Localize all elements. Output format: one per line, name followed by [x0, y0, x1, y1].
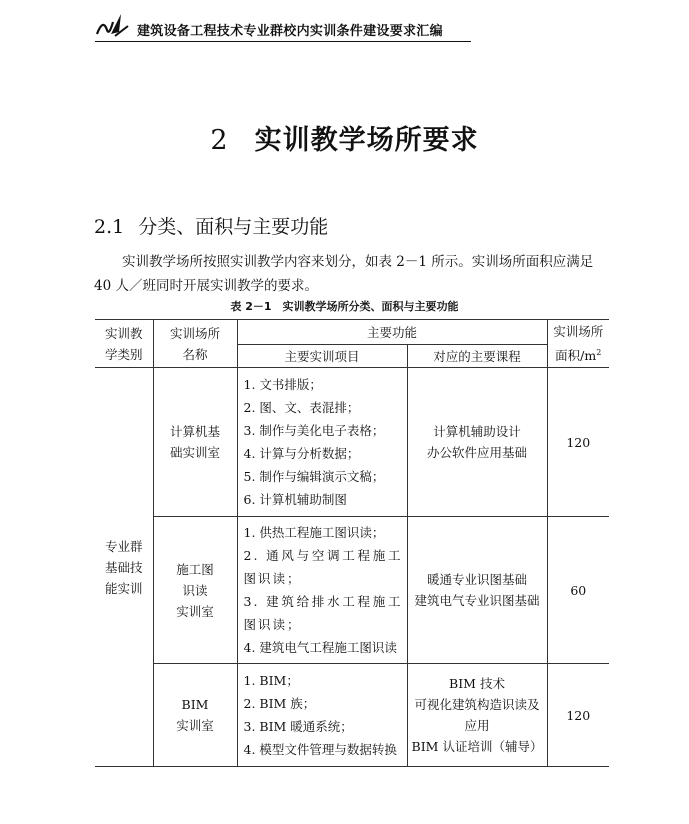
header-category: 实训教 学类别 [95, 320, 153, 368]
body-paragraph: 实训教学场所按照实训教学内容来划分，如表 2－1 所示。实训场所面积应满足 40 人／班同时开展实训教学的要求。 [94, 254, 594, 294]
venue-cell: 施工图 识读 实训室 [153, 517, 237, 664]
table-caption: 表 2－1 实训教学场所分类、面积与主要功能 [230, 300, 459, 313]
courses-cell: 暖通专业识图基础 建筑电气专业识图基础 [407, 517, 547, 664]
header-items: 主要实训项目 [237, 345, 407, 368]
venue-cell: BIM 实训室 [153, 664, 237, 767]
header-title: 建筑设备工程技术专业群校内实训条件建设要求汇编 [137, 24, 443, 39]
section-number: 2.1 [94, 216, 125, 238]
header-courses: 对应的主要课程 [407, 345, 547, 368]
section-title-text: 分类、面积与主要功能 [138, 216, 329, 238]
area-cell: 60 [547, 517, 609, 664]
items-cell: 1. 供热工程施工图识读； 2. 通风与空调工程施工图识读； 3. 建筑给排水工程施工图识读； 4. 建筑电气工程施工图识读 [237, 517, 407, 664]
header-area: 实训场所 面积$/m^2$ [547, 320, 609, 368]
function-table [95, 319, 609, 767]
publisher-logo-icon [95, 12, 129, 40]
running-header [95, 12, 471, 42]
courses-cell: BIM 技术 可视化建筑构造识读及 应用 BIM 认证培训（辅导） [407, 664, 547, 767]
area-cell: 120 [547, 368, 609, 517]
header-function: 主要功能 [237, 320, 547, 345]
chapter-title [0, 118, 689, 157]
table-row [95, 664, 609, 767]
section-title [94, 212, 328, 239]
venue-cell: 计算机基 础实训室 [153, 368, 237, 517]
header-venue: 实训场所 名称 [153, 320, 237, 368]
chapter-title-text: 实训教学场所要求 [254, 125, 479, 156]
table-row [95, 517, 609, 664]
table-row [95, 368, 609, 517]
items-cell: 1. BIM； 2. BIM 族； 3. BIM 暖通系统； 4. 模型文件管理与数据转换 [237, 664, 407, 767]
courses-cell: 计算机辅助设计 办公软件应用基础 [407, 368, 547, 517]
chapter-number: 2 [210, 125, 229, 156]
category-cell: 专业群 基础技 能实训 [95, 368, 153, 767]
items-cell: 1. 文书排版； 2. 图、文、表混排； 3. 制作与美化电子表格； 4. 计算与分析数据； 5. 制作与编辑演示文稿； 6. 计算机辅助制图 [237, 368, 407, 517]
area-cell: 120 [547, 664, 609, 767]
header-rule [95, 41, 471, 42]
